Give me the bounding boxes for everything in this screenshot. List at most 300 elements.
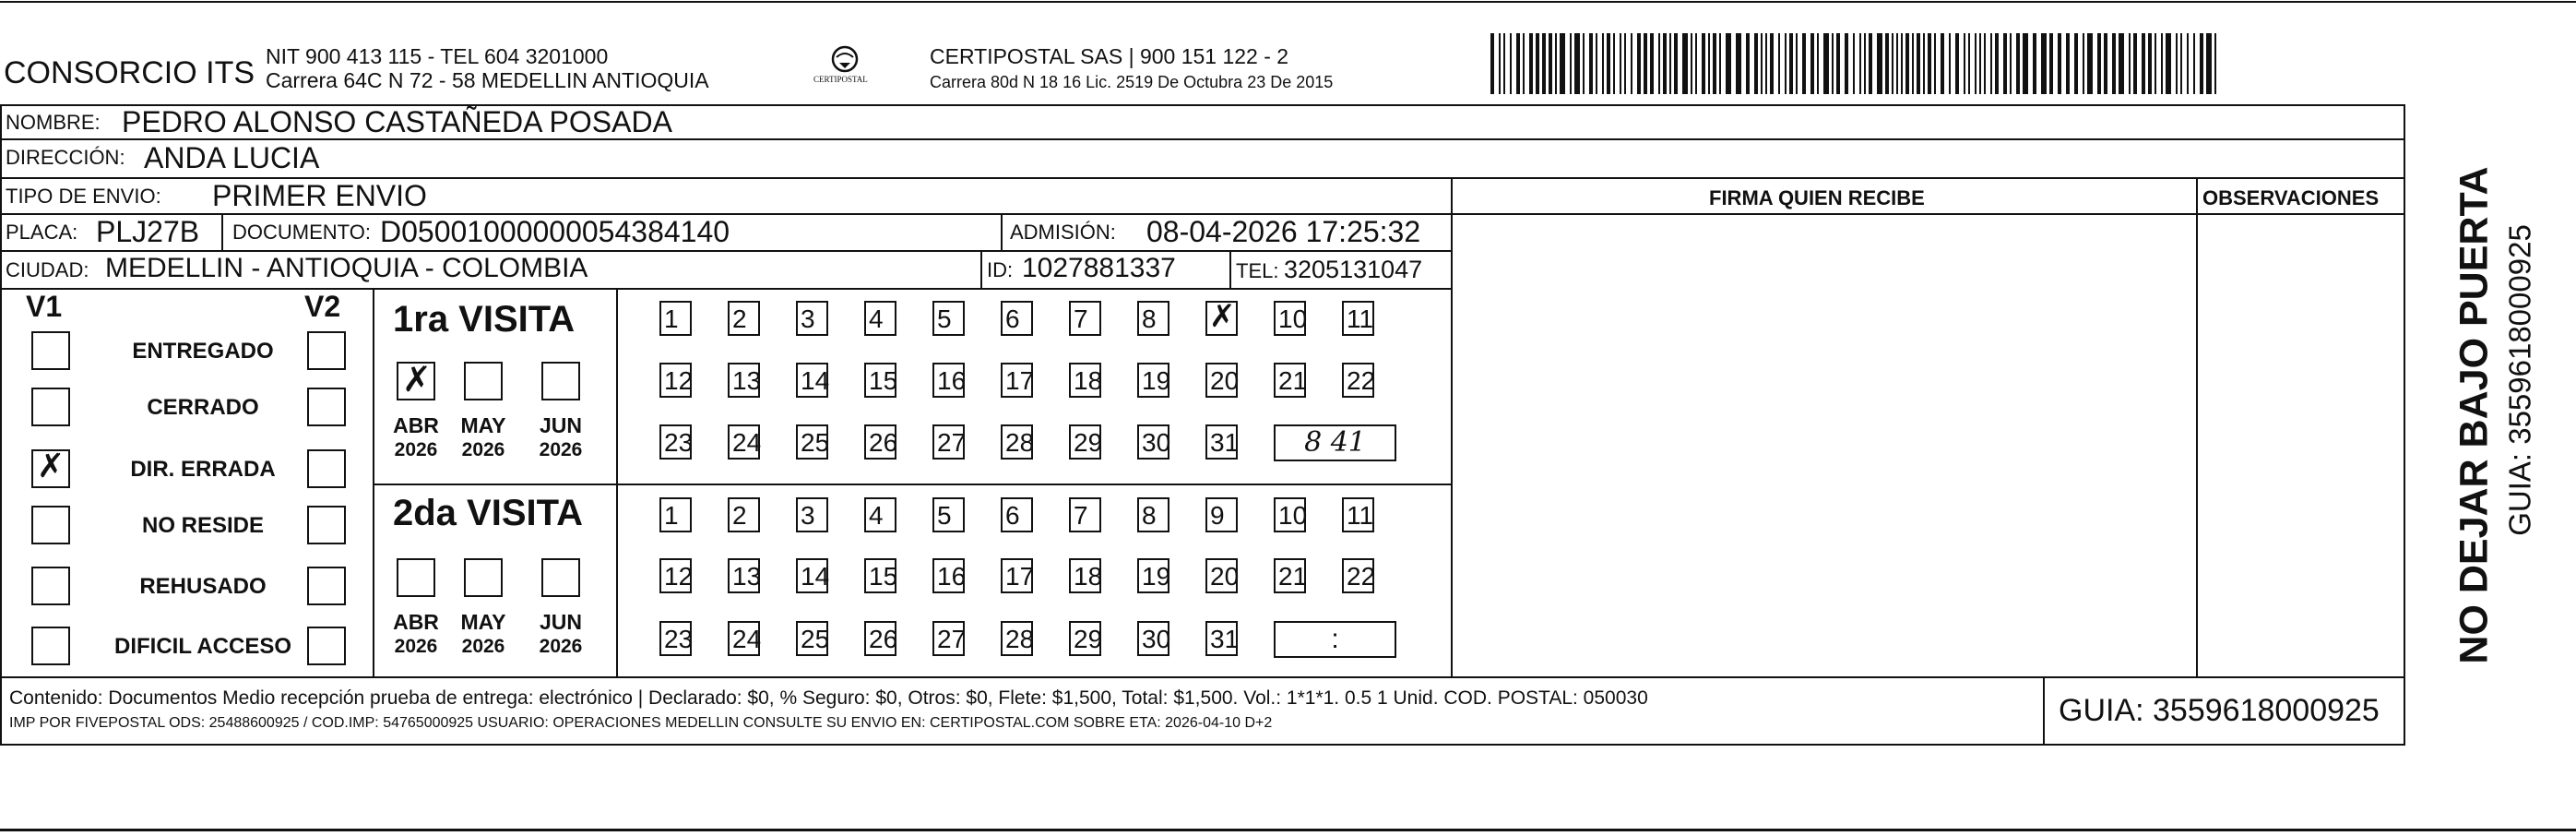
month-checkbox[interactable]	[541, 558, 580, 597]
barcode-bar	[1877, 33, 1882, 94]
month-label: JUN	[539, 610, 582, 634]
day-number: 10	[1278, 305, 1308, 333]
day-number: 13	[732, 562, 762, 591]
handwritten-x-mark: ✗	[402, 359, 432, 400]
barcode-bar	[1955, 33, 1959, 94]
day-number: 30	[1142, 625, 1171, 653]
month-checkbox[interactable]	[397, 359, 435, 400]
barcode-bar	[1663, 33, 1667, 94]
tel-value: 3205131047	[1284, 256, 1423, 283]
barcode-bar	[1490, 33, 1494, 94]
barcode-bar	[2083, 33, 2084, 94]
time-box[interactable]	[1274, 424, 1396, 461]
barcode-bar	[1892, 33, 1893, 94]
barcode-bar	[2206, 33, 2212, 94]
barcode-bar	[1516, 33, 1520, 94]
day-box[interactable]	[1205, 424, 1238, 460]
recipient-address: ANDA LUCIA	[144, 141, 320, 174]
day-box[interactable]	[659, 301, 692, 336]
day-box[interactable]	[1001, 424, 1033, 460]
barcode-bar	[1510, 33, 1512, 94]
day-box[interactable]	[932, 301, 965, 336]
day-number: 29	[1074, 428, 1103, 457]
day-number: 25	[801, 625, 830, 653]
day-number: 24	[732, 428, 762, 457]
barcode-bar	[1836, 33, 1840, 94]
day-number: 17	[1005, 562, 1035, 591]
day-box[interactable]	[1274, 558, 1306, 593]
day-number: 26	[869, 625, 898, 653]
month-checkbox[interactable]	[464, 558, 503, 597]
day-box[interactable]	[728, 301, 760, 336]
barcode-bar	[1917, 33, 1920, 94]
status-v2-checkbox[interactable]	[307, 331, 346, 370]
barcode-bar	[2041, 33, 2047, 94]
day-box[interactable]	[728, 558, 760, 593]
day-box[interactable]	[1069, 424, 1101, 460]
day-number: 25	[801, 428, 830, 457]
day-box[interactable]	[659, 424, 692, 460]
day-box[interactable]	[659, 558, 692, 593]
barcode	[1490, 33, 2223, 94]
day-box[interactable]	[932, 424, 965, 460]
day-number: 11	[1347, 501, 1374, 530]
plate-label: PLACA:	[6, 221, 78, 244]
day-number: 14	[801, 366, 830, 395]
barcode-bar	[1620, 33, 1621, 94]
barcode-bar	[2166, 33, 2171, 94]
barcode-bar	[2010, 33, 2012, 94]
status-label: NO RESIDE	[141, 513, 265, 538]
barcode-bar	[2066, 33, 2070, 94]
day-number: 10	[1278, 501, 1308, 530]
year-label: 2026	[394, 636, 438, 657]
day-box[interactable]	[1001, 621, 1033, 656]
admission-value: 08-04-2026 17:25:32	[1146, 215, 1421, 248]
day-box[interactable]	[796, 301, 828, 336]
barcode-bar	[1736, 33, 1741, 94]
barcode-bar	[1770, 33, 1774, 94]
day-number: 16	[937, 366, 967, 395]
barcode-bar	[2104, 33, 2107, 94]
day-box[interactable]	[932, 621, 965, 656]
barcode-bar	[1674, 33, 1678, 94]
barcode-bar	[2176, 33, 2178, 94]
visit-divider	[373, 484, 1451, 485]
status-v1-checkbox[interactable]	[31, 331, 70, 370]
document-value: D05001000000054384140	[380, 215, 730, 248]
status-v2-checkbox[interactable]	[307, 506, 346, 544]
footer-imp: IMP POR FIVEPOSTAL ODS: 25488600925 / COD.IMP: 54765000925 USUARIO: OPERACIONES MEDELLIN CONSULTE SU ENVIO EN: CERTIPOSTAL.COM SOBRE ETA: 2026-04-10 D+2	[9, 715, 1273, 731]
year-label: 2026	[394, 439, 438, 460]
carrier-address: Carrera 80d N 18 16 Lic. 2519 De Octubra 23 De 2015	[930, 73, 1334, 91]
day-number: 4	[869, 305, 884, 333]
month-label: ABR	[393, 610, 439, 634]
day-number: 13	[732, 366, 762, 395]
barcode-bar	[2087, 33, 2093, 94]
day-box[interactable]	[1205, 558, 1238, 593]
day-number: 12	[664, 562, 694, 591]
day-box[interactable]	[1001, 558, 1033, 593]
day-box[interactable]	[796, 497, 828, 532]
barcode-bar	[2161, 33, 2163, 94]
barcode-bar	[1785, 33, 1787, 94]
barcode-bar	[1613, 33, 1615, 94]
day-box[interactable]	[864, 558, 896, 593]
day-box[interactable]	[1001, 301, 1033, 336]
visit2-title: 2da VISITA	[393, 493, 583, 533]
status-label: DIR. ERRADA	[130, 457, 276, 482]
year-label: 2026	[539, 439, 583, 460]
id-label: ID:	[987, 258, 1014, 281]
signature-header: FIRMA QUIEN RECIBE	[1709, 186, 1925, 209]
day-number: 26	[869, 428, 898, 457]
barcode-bar	[1964, 33, 1965, 94]
row-line-5	[0, 288, 1451, 290]
month-label: MAY	[460, 413, 506, 437]
barcode-bar	[1691, 33, 1692, 94]
sender-address: Carrera 64C N 72 - 58 MEDELLIN ANTIOQUIA	[266, 68, 709, 92]
day-box[interactable]	[1342, 558, 1374, 593]
frame-left	[0, 104, 2, 744]
carrier-logo	[808, 41, 882, 96]
barcode-bar	[2214, 33, 2216, 94]
barcode-bar	[1596, 33, 1597, 94]
time-separator: :	[1331, 624, 1339, 654]
barcode-bar	[2187, 33, 2189, 94]
day-box[interactable]	[728, 363, 760, 398]
carrier-name: CERTIPOSTAL SAS | 900 151 122 - 2	[930, 44, 1289, 68]
barcode-bar	[1702, 33, 1705, 94]
barcode-bar	[1905, 33, 1909, 94]
day-box[interactable]	[1069, 621, 1101, 656]
barcode-bar	[1560, 33, 1565, 94]
day-number: 31	[1210, 428, 1240, 457]
barcode-bar	[1555, 33, 1557, 94]
type-label: TIPO DE ENVIO:	[6, 185, 161, 208]
day-number: 27	[937, 625, 967, 653]
day-box[interactable]	[1001, 497, 1033, 532]
v2-label: V2	[304, 290, 341, 323]
shipment-type: PRIMER ENVIO	[212, 179, 427, 212]
year-label: 2026	[461, 636, 505, 657]
day-number: 29	[1074, 625, 1103, 653]
barcode-bar	[1859, 33, 1861, 94]
day-number: 8	[1142, 305, 1157, 333]
day-number: 5	[937, 501, 952, 530]
barcode-bar	[2200, 33, 2203, 94]
day-box[interactable]	[1342, 497, 1374, 532]
day-number: 19	[1142, 562, 1171, 591]
day-number: 1	[664, 305, 679, 333]
barcode-bar	[1542, 33, 1546, 94]
barcode-bar	[1845, 33, 1848, 94]
barcode-bar	[2142, 33, 2145, 94]
status-label: ENTREGADO	[132, 339, 274, 364]
barcode-bar	[2112, 33, 2116, 94]
barcode-bar	[1650, 33, 1654, 94]
day-box[interactable]	[1274, 497, 1306, 532]
status-v2-checkbox[interactable]	[307, 449, 346, 488]
barcode-bar	[2003, 33, 2007, 94]
day-box[interactable]	[1069, 558, 1101, 593]
barcode-bar	[1682, 33, 1688, 94]
day-box[interactable]	[864, 621, 896, 656]
status-v2-checkbox[interactable]	[307, 627, 346, 665]
barcode-bar	[2180, 33, 2182, 94]
carrier-logo-icon	[808, 41, 882, 96]
day-number: 3	[801, 501, 815, 530]
name-label: NOMBRE:	[6, 111, 101, 134]
barcode-bar	[1602, 33, 1604, 94]
barcode-bar	[1864, 33, 1866, 94]
status-label: REHUSADO	[139, 574, 267, 599]
day-box[interactable]	[864, 301, 896, 336]
day-box[interactable]	[659, 621, 692, 656]
day-box[interactable]	[1205, 363, 1238, 398]
barcode-bar	[1853, 33, 1855, 94]
barcode-bar	[1529, 33, 1533, 94]
day-number: 19	[1142, 366, 1171, 395]
plate-divider	[221, 213, 223, 250]
barcode-bar	[1975, 33, 1977, 94]
day-number: 7	[1074, 501, 1088, 530]
barcode-bar	[1869, 33, 1872, 94]
barcode-bar	[1934, 33, 1936, 94]
day-number: 7	[1074, 305, 1088, 333]
day-box[interactable]	[1205, 497, 1238, 532]
admission-label: ADMISIÓN:	[1010, 221, 1116, 244]
day-box[interactable]	[1342, 363, 1374, 398]
time-box[interactable]	[1274, 621, 1396, 658]
barcode-bar	[2129, 33, 2131, 94]
status-v2-checkbox[interactable]	[307, 567, 346, 605]
month-label: MAY	[460, 610, 506, 634]
day-number: 12	[664, 366, 694, 395]
barcode-bar	[1810, 33, 1814, 94]
day-box[interactable]	[1069, 363, 1101, 398]
barcode-bar	[2016, 33, 2020, 94]
admission-divider	[1001, 213, 1003, 250]
day-box[interactable]	[1137, 301, 1169, 336]
city-value: MEDELLIN - ANTIOQUIA - COLOMBIA	[105, 253, 588, 283]
day-number: 27	[937, 428, 967, 457]
day-number: 28	[1005, 625, 1035, 653]
barcode-bar	[1789, 33, 1793, 94]
barcode-bar	[2155, 33, 2156, 94]
row-line-4	[0, 250, 1451, 252]
barcode-bar	[1499, 33, 1501, 94]
month-label: ABR	[393, 413, 439, 437]
side-guia: GUIA: 3559618000925	[2502, 224, 2537, 536]
day-number: 11	[1347, 305, 1374, 333]
sender-nit: NIT 900 413 115 - TEL 604 3201000	[266, 44, 609, 68]
barcode-bar	[1695, 33, 1697, 94]
document-label: DOCUMENTO:	[232, 221, 371, 244]
handwritten-time: 8 41	[1304, 426, 1366, 459]
barcode-bar	[1912, 33, 1914, 94]
barcode-bar	[1928, 33, 1931, 94]
day-number: 22	[1347, 562, 1376, 591]
day-box[interactable]	[864, 424, 896, 460]
day-number: 23	[664, 428, 694, 457]
day-box[interactable]	[932, 363, 965, 398]
day-box[interactable]	[796, 424, 828, 460]
recipient-name: PEDRO ALONSO CASTAÑEDA POSADA	[122, 105, 672, 138]
handwritten-x-mark: ✗	[37, 448, 65, 485]
signature-col-left	[1451, 177, 1453, 676]
footer-content: Contenido: Documentos Medio recepción prueba de entrega: electrónico | Declarado: $0, % Seguro: $0, Otros: $0, Flete: $1,500, Total: $1,500. Vol.: 1*1*1. 0.5 1 Unid. COD. POSTAL: 050030	[9, 687, 1648, 709]
day-box[interactable]	[728, 621, 760, 656]
day-number: 6	[1005, 501, 1020, 530]
day-number: 3	[801, 305, 815, 333]
row-line-1	[0, 138, 2405, 140]
tel-divider	[1229, 250, 1231, 288]
day-box[interactable]	[1342, 301, 1374, 336]
barcode-bar	[1637, 33, 1641, 94]
barcode-bar	[1574, 33, 1580, 94]
day-box[interactable]	[1137, 424, 1169, 460]
status-v1-checkbox[interactable]	[31, 567, 70, 605]
day-box[interactable]	[1137, 621, 1169, 656]
barcode-bar	[1923, 33, 1925, 94]
day-box[interactable]	[1137, 558, 1169, 593]
day-number: 2	[732, 501, 747, 530]
status-divider	[373, 288, 374, 676]
day-box[interactable]	[932, 497, 965, 532]
barcode-bar	[1624, 33, 1626, 94]
day-box[interactable]	[796, 621, 828, 656]
day-number: 31	[1210, 625, 1240, 653]
v1-label: V1	[26, 290, 63, 323]
barcode-bar	[1536, 33, 1539, 94]
day-number: 28	[1005, 428, 1035, 457]
day-number: 20	[1210, 366, 1240, 395]
month-checkbox[interactable]	[397, 558, 435, 597]
year-label: 2026	[539, 636, 583, 657]
barcode-bar	[1796, 33, 1798, 94]
day-number: 6	[1005, 305, 1020, 333]
barcode-bar	[1802, 33, 1806, 94]
day-number: 20	[1210, 562, 1240, 591]
barcode-bar	[1708, 33, 1710, 94]
day-box[interactable]	[1274, 301, 1306, 336]
barcode-bar	[2119, 33, 2124, 94]
day-number: 1	[664, 501, 679, 530]
day-number: 9	[1210, 501, 1225, 530]
day-box[interactable]	[1069, 301, 1101, 336]
day-box[interactable]	[796, 558, 828, 593]
status-v2-checkbox[interactable]	[307, 388, 346, 426]
day-box[interactable]	[1205, 298, 1238, 336]
barcode-bar	[1726, 33, 1731, 94]
obs-header-line	[1451, 213, 2405, 215]
barcode-bar	[1995, 33, 1999, 94]
day-box[interactable]	[1137, 497, 1169, 532]
barcode-bar	[1765, 33, 1767, 94]
barcode-bar	[1885, 33, 1889, 94]
barcode-bar	[1968, 33, 1970, 94]
barcode-bar	[1583, 33, 1585, 94]
day-box[interactable]	[1001, 363, 1033, 398]
barcode-bar	[1713, 33, 1716, 94]
day-box[interactable]	[1274, 363, 1306, 398]
barcode-bar	[1644, 33, 1647, 94]
obs-col-left	[2196, 177, 2198, 676]
barcode-bar	[1901, 33, 1903, 94]
footer-guia: GUIA: 3559618000925	[2059, 693, 2380, 728]
barcode-bar	[2033, 33, 2036, 94]
barcode-bar	[1754, 33, 1758, 94]
day-box[interactable]	[659, 497, 692, 532]
status-v1-checkbox[interactable]	[31, 388, 70, 426]
day-box[interactable]	[728, 497, 760, 532]
barcode-bar	[1761, 33, 1763, 94]
carrier-logo-text: CERTIPOSTAL	[813, 75, 868, 84]
month-checkbox[interactable]	[464, 362, 503, 400]
day-number: 23	[664, 625, 694, 653]
footer-line-bottom	[0, 744, 2405, 746]
barcode-bar	[2097, 33, 2101, 94]
plate-value: PLJ27B	[96, 215, 200, 248]
barcode-bar	[2049, 33, 2053, 94]
day-box[interactable]	[659, 363, 692, 398]
year-label: 2026	[461, 439, 505, 460]
days-divider	[616, 288, 618, 676]
day-box[interactable]	[864, 497, 896, 532]
barcode-bar	[1549, 33, 1552, 94]
barcode-bar	[1990, 33, 1992, 94]
month-checkbox[interactable]	[541, 362, 580, 400]
city-label: CIUDAD:	[6, 258, 89, 281]
day-box[interactable]	[1069, 497, 1101, 532]
status-v1-checkbox[interactable]	[31, 449, 70, 488]
barcode-bar	[2193, 33, 2195, 94]
barcode-bar	[1570, 33, 1572, 94]
barcode-bar	[1832, 33, 1834, 94]
day-number: 18	[1074, 562, 1103, 591]
barcode-bar	[1658, 33, 1660, 94]
barcode-bar	[1984, 33, 1986, 94]
status-v1-checkbox[interactable]	[31, 506, 70, 544]
day-box[interactable]	[1137, 363, 1169, 398]
day-number: 24	[732, 625, 762, 653]
month-label: JUN	[539, 413, 582, 437]
barcode-bar	[2148, 33, 2152, 94]
status-label: CERRADO	[147, 395, 259, 420]
day-box[interactable]	[864, 363, 896, 398]
barcode-bar	[1589, 33, 1593, 94]
day-number: 18	[1074, 366, 1103, 395]
barcode-bar	[1746, 33, 1750, 94]
day-box[interactable]	[796, 363, 828, 398]
id-value: 1027881337	[1022, 253, 1176, 283]
observations-header: OBSERVACIONES	[2202, 186, 2380, 209]
day-box[interactable]	[728, 424, 760, 460]
handwritten-x-mark: ✗	[1209, 298, 1236, 335]
status-label: DIFICIL ACCESO	[113, 634, 291, 659]
barcode-bar	[1719, 33, 1721, 94]
barcode-bar	[1823, 33, 1829, 94]
day-box[interactable]	[932, 558, 965, 593]
barcode-bar	[2133, 33, 2137, 94]
day-box[interactable]	[1205, 621, 1238, 656]
status-v1-checkbox[interactable]	[31, 627, 70, 665]
side-warning: NO DEJAR BAJO PUERTA	[2451, 166, 2497, 664]
tel-label: TEL:	[1236, 259, 1279, 282]
frame-right	[2404, 104, 2405, 744]
top-rule	[0, 1, 2576, 3]
